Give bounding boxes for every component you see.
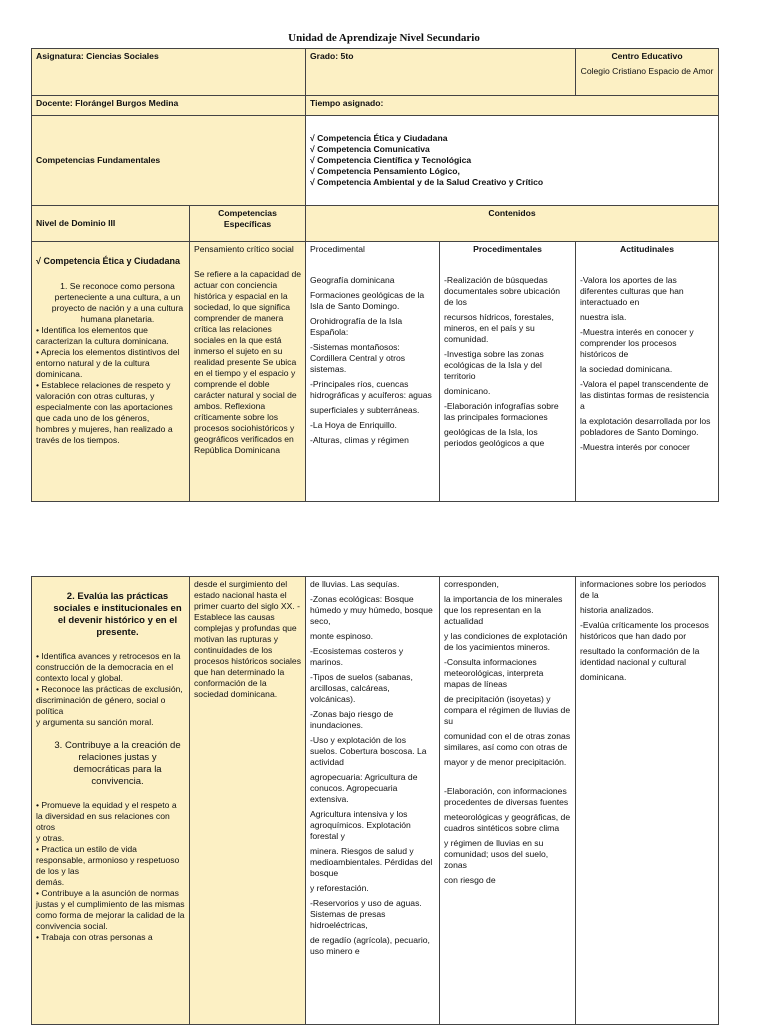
unit-table-page-1 (31, 48, 719, 502)
centro-cell (576, 49, 719, 96)
nivel-bullet: • Practica un estilo de vida responsable, armonioso y respetuoso de los y las (36, 844, 180, 876)
procedimentales-cell-page-1 (440, 242, 576, 502)
asignatura-cell: Asignatura: Ciencias Sociales (32, 49, 306, 96)
centro-label: Centro Educativo (611, 51, 683, 61)
actitudinales-line: -Muestra interés en conocer y comprender los procesos históricos de (580, 327, 694, 359)
competencia-item: √ Competencia Ética y Ciudadana (310, 133, 448, 143)
nivel-bullet: y argumenta su sanción moral. (36, 717, 154, 727)
procedimentales-line: de precipitación (isoyetas) y compara el régimen de lluvias de su (444, 694, 571, 726)
actitudinales-line: informaciones sobre los periodos de la (580, 579, 707, 600)
procedimental-line: Orohidrografía de la Isla Española: (310, 316, 403, 337)
procedimental-line: -Sistemas montañosos: Cordillera Central y otros sistemas. (310, 342, 406, 374)
procedimental-header: Procedimental (310, 244, 365, 254)
procedimentales-line: y las condiciones de explotación de los yacimientos mineros. (444, 631, 568, 652)
procedimental-cell-page-1 (306, 242, 440, 502)
procedimentales-line: -Consulta informaciones meteorológicas, interpreta mapas de líneas (444, 657, 544, 689)
actitudinales-line: la explotación desarrollada por los pobladores de Santo Domingo. (580, 416, 711, 437)
procedimental-line: -La Hoya de Enriquillo. (310, 420, 397, 430)
tiempo-cell: Tiempo asignado: (306, 96, 719, 116)
procedimentales-line: -Elaboración infografías sobre las principales formaciones (444, 401, 559, 422)
column-header-contenidos: Contenidos (306, 206, 719, 242)
nivel-cell-page-1 (32, 242, 190, 502)
actitudinales-line: resultado la conformación de la identidad nacional y cultural (580, 646, 700, 667)
procedimental-line: -Alturas, climas y régimen (310, 435, 409, 445)
procedimentales-line: meteorológicas y geográficas, de cuadros sintéticos sobre clima (444, 812, 571, 833)
nivel-heading: √ Competencia Ética y Ciudadana (36, 256, 180, 266)
nivel-bullet: y otras. (36, 833, 65, 843)
docente-cell: Docente: Florángel Burgos Medina (32, 96, 306, 116)
competencias-label-cell: Competencias Fundamentales (32, 116, 306, 206)
procedimentales-line: -Realización de búsquedas documentales sobre ubicación de los (444, 275, 561, 307)
procedimental-line: de lluvias. Las sequías. (310, 579, 400, 589)
procedimentales-line: recursos hídricos, forestales, mineros, en el país y su comunidad. (444, 312, 554, 344)
procedimentales-line: y régimen de lluvias en su comunidad; usos del suelo, zonas (444, 838, 549, 870)
actitudinales-line: -Muestra interés por conocer (580, 442, 690, 452)
nivel-bullet: • Promueve la equidad y el respeto a la diversidad en sus relaciones con otros (36, 800, 177, 832)
nivel-item-1: 1. Se reconoce como persona perteneciente a una cultura, a un proyecto de nación y a una cultura humana planetaria. (51, 281, 184, 324)
especificas-body: desde el surgimiento del estado nacional hasta el primer cuarto del siglo XX. -Establece las causas complejas y profundas que motivan las rupturas y continuidades de los procesos históricos sociales que han determinado la conformación de la sociedad dominicana. (194, 579, 301, 699)
procedimental-line: Agricultura intensiva y los agroquímicos. Explotación forestal y (310, 809, 411, 841)
procedimental-line: Formaciones geológicas de la Isla de Santo Domingo. (310, 290, 425, 311)
nivel-bullet: • Aprecia los elementos distintivos del entorno natural y de la cultura dominicana. (36, 347, 180, 379)
nivel-bullet: • Reconoce las prácticas de exclusión, discriminación de género, social o política (36, 684, 183, 716)
actitudinales-line: dominicana. (580, 672, 627, 682)
actitudinales-cell-page-2 (576, 577, 719, 1025)
competencia-item: √ Competencia Pensamiento Lógico, (310, 166, 460, 176)
competencia-item: √ Competencia Ambiental y de la Salud Creativo y Crítico (310, 177, 544, 187)
column-header-nivel: Nivel de Dominio III (32, 206, 190, 242)
column-header-especificas: Competencias Específicas (190, 206, 306, 242)
procedimental-line: agropecuaria: Agricultura de conucos. Agropecuaria extensiva. (310, 772, 418, 804)
procedimentales-line: mayor y de menor precipitación. (444, 757, 567, 767)
procedimental-line: Geografía dominicana (310, 275, 395, 285)
actitudinales-header: Actitudinales (620, 244, 674, 254)
nivel-bullet: contexto local y global. (36, 673, 123, 683)
procedimental-line: superficiales y subterráneas. (310, 405, 420, 415)
nivel-bullet: demás. (36, 877, 65, 887)
nivel-bullet: como forma de mejorar la calidad de la convivencia social. (36, 910, 185, 931)
procedimental-line: -Principales ríos, cuencas hidrográficas y acuíferos: aguas (310, 379, 432, 400)
nivel-bullet: • Trabaja con otras personas a (36, 932, 153, 942)
procedimentales-header: Procedimentales (473, 244, 542, 254)
especificas-heading: Pensamiento crítico social (194, 244, 294, 254)
nivel-bullet: • Identifica avances y retrocesos en la construcción de la democracia en el (36, 651, 181, 672)
procedimental-cell-page-2 (306, 577, 440, 1025)
nivel-item-3: 3. Contribuye a la creación de relaciones justas y democráticas para la convivencia. (54, 740, 181, 787)
procedimental-line: -Zonas ecológicas: Bosque húmedo y muy húmedo, bosque seco, (310, 594, 433, 626)
actitudinales-line: -Valora el papel transcendente de las distintas formas de resistencia a (580, 379, 709, 411)
actitudinales-line: historia analizados. (580, 605, 654, 615)
actitudinales-cell-page-1 (576, 242, 719, 502)
nivel-item-2: 2. Evalúa las prácticas sociales e institucionales en el devenir histórico y en el presente. (53, 591, 182, 638)
centro-name: Colegio Cristiano Espacio de Amor (580, 66, 714, 76)
nivel-bullet: • Contribuye a la asunción de normas justas y el cumplimiento de las mismas (36, 888, 185, 909)
procedimentales-line: corresponden, (444, 579, 499, 589)
procedimental-line: -Zonas bajo riesgo de inundaciones. (310, 709, 394, 730)
nivel-bullet: • Identifica los elementos que caracterizan la cultura dominicana. (36, 325, 169, 346)
nivel-cell-page-2 (32, 577, 190, 1025)
competencia-item: √ Competencia Comunicativa (310, 144, 430, 154)
actitudinales-line: nuestra isla. (580, 312, 627, 322)
procedimentales-line: -Elaboración, con informaciones procedentes de diversas fuentes (444, 786, 569, 807)
procedimental-line: -Uso y explotación de los suelos. Cobertura boscosa. La actividad (310, 735, 427, 767)
procedimental-line: -Ecosistemas costeros y marinos. (310, 646, 404, 667)
grado-cell: Grado: 5to (306, 49, 576, 96)
especificas-cell-page-2 (190, 577, 306, 1025)
document-title: Unidad de Aprendizaje Nivel Secundario (288, 32, 480, 44)
nivel-bullet: • Establece relaciones de respeto y valoración con otras culturas, y especialmente con las aportaciones que cada uno de los géneros, hombres y mujeres, han realizado a través de los tiempos. (36, 380, 173, 445)
procedimental-line: -Tipos de suelos (sabanas, arcillosas, calcáreas, volcánicas). (310, 672, 413, 704)
procedimental-line: y reforestación. (310, 883, 369, 893)
procedimentales-line: la importancia de los minerales que los representan en la actualidad (444, 594, 563, 626)
procedimentales-line: dominicano. (444, 386, 491, 396)
especificas-cell-page-1 (190, 242, 306, 502)
actitudinales-line: la sociedad dominicana. (580, 364, 673, 374)
procedimental-line: monte espinoso. (310, 631, 374, 641)
procedimentales-line: -Investiga sobre las zonas ecológicas de la Isla y del territorio (444, 349, 544, 381)
actitudinales-line: -Valora los aportes de las diferentes culturas que han interactuado en (580, 275, 684, 307)
unit-table-page-2 (31, 576, 719, 1025)
procedimental-line: -Reservorios y uso de aguas. Sistemas de presas hidroeléctricas, (310, 898, 422, 930)
procedimentales-line: geológicas de la Isla, los periodos geológicos a que (444, 427, 545, 448)
competencias-list (306, 116, 719, 206)
procedimentales-cell-page-2 (440, 577, 576, 1025)
especificas-body: Se refiere a la capacidad de actuar con conciencia histórica y espacial en la sociedad, lo que significa comprender de manera crítica las relaciones sociales en la que está inmerso el sujeto en su realidad presente Se ubica en el tiempo y el espacio y comprende el doble carácter natural y social de ambos. Reflexiona críticamente sobre los procesos sociohistóricos y geográficos verificados en República Dominicana (194, 269, 302, 455)
procedimentales-line: con riesgo de (444, 875, 496, 885)
procedimental-line: minera. Riesgos de salud y medioambientales. Pérdidas del bosque (310, 846, 433, 878)
procedimental-line: de regadío (agrícola), pecuario, uso minero e (310, 935, 430, 956)
procedimentales-line (444, 772, 571, 782)
competencia-item: √ Competencia Científica y Tecnológica (310, 155, 472, 165)
actitudinales-line: -Evalúa críticamente los procesos históricos que han dado por (580, 620, 709, 641)
procedimentales-line: comunidad con el de otras zonas similares, así como con otras de (444, 731, 571, 752)
